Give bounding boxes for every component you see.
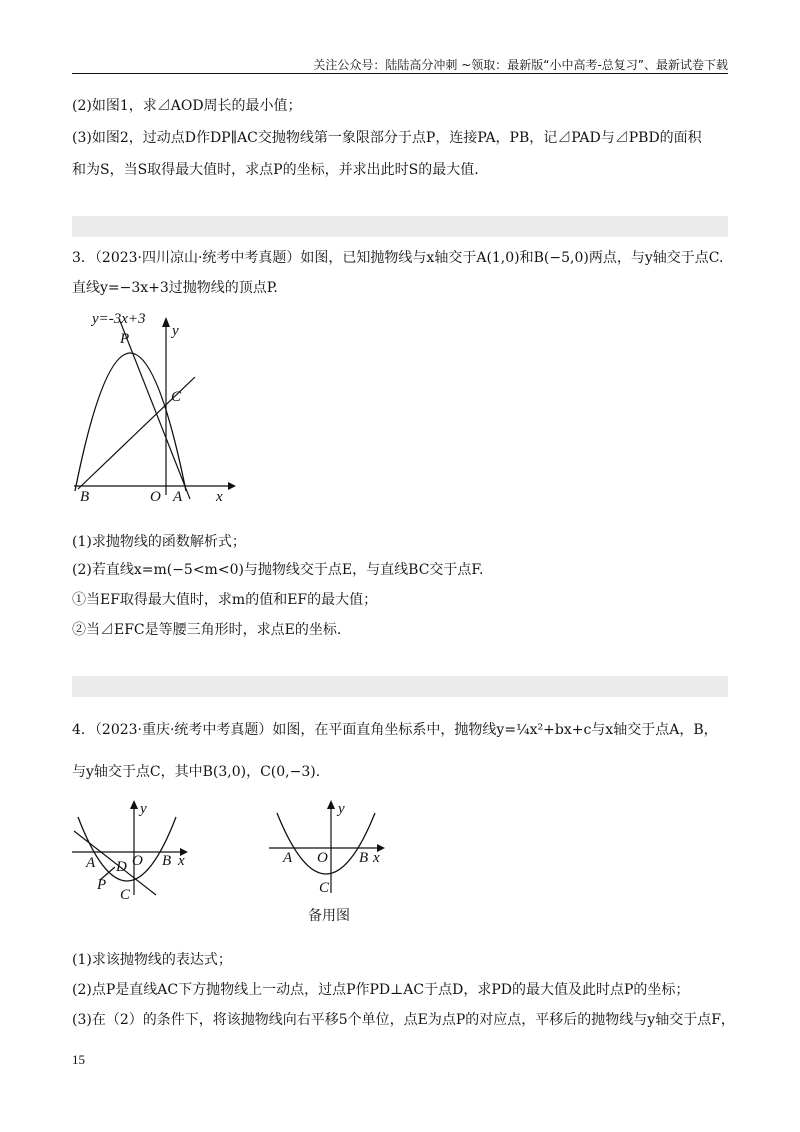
x-axis-label: x [216,489,223,505]
point-a-label: A [283,850,293,866]
point-b-label: B [162,853,172,869]
origin-label: O [317,850,328,866]
point-c-label: C [120,887,131,900]
problem-3-stem-line1: 3．（2023·四川凉山·统考中考真题）如图，已知抛物线与x轴交于A(1,0)和B(−5,0)两点，与y轴交于点C. [72,250,724,266]
problem-3-part1: (1)求抛物线的函数解析式； [72,534,246,550]
prev-question-3-line1: (3)如图2，过动点D作DP∥AC交抛物线第一象限部分于点P，连接PA，PB，记⊿PAD与⊿PBD的面积 [72,130,702,146]
x-axis-label: x [178,853,185,869]
problem-4-backup-figure [265,795,400,900]
y-axis-arrow [130,800,138,809]
problem-4-stem-line1: 4．（2023·重庆·统考中考真题）如图，在平面直角坐标系中，抛物线y=¼x²+bx+c与x轴交于点A，B， [72,722,718,738]
point-a-label: A [86,855,96,871]
point-c-label: C [171,389,182,405]
y-axis-arrow [162,317,170,327]
point-d-label: D [116,859,127,875]
origin-label: O [132,853,143,869]
y-axis-label: y [140,801,147,817]
parabola [75,353,186,491]
problem-4-part3: (3)在（2）的条件下，将该抛物线向右平移5个单位，点E为点P的对应点，平移后的抛物线与y轴交于点F， [72,1012,735,1028]
problem-4-part1: (1)求该抛物线的表达式； [72,952,232,968]
point-p-label: P [120,331,130,347]
divider-bar [72,216,728,237]
page-number: 15 [72,1052,85,1067]
prev-question-2: (2)如图1，求⊿AOD周长的最小值； [72,98,302,114]
x-axis-label: x [373,850,380,866]
point-c-label: C [319,880,330,896]
point-b-label: B [80,489,90,505]
problem-4-stem-line2: 与y轴交于点C，其中B(3,0)，C(0,−3). [72,764,321,780]
divider-bar [72,676,728,697]
problem-4-part2: (2)点P是直线AC下方抛物线上一动点，过点P作PD⊥AC于点D，求PD的最大值及此时点P的坐标； [72,982,690,998]
y-axis-label: y [172,323,179,339]
header-rule [72,73,728,74]
problem-4-figure-1 [70,795,200,900]
y-axis-label: y [338,801,345,817]
origin-label: O [150,489,161,505]
line-label: y=-3x+3 [92,311,146,327]
line-y-minus-3x-plus-3 [120,321,190,499]
problem-3-part2a: ①当EF取得最大值时，求m的值和EF的最大值； [72,592,378,608]
prev-question-3-line2: 和为S，当S取得最大值时，求点P的坐标，并求出此时S的最大值. [72,162,479,178]
y-axis-arrow [327,800,335,809]
parabola [78,817,176,881]
point-p-label: P [97,877,107,893]
problem-3-part2: (2)若直线x=m(−5<m<0)与抛物线交于点E，与直线BC交于点F. [72,562,484,578]
page-header: 关注公众号：陆陆高分冲刺 ~领取：最新版“小中高考-总复习”、最新试卷下载 [313,58,728,72]
backup-figure-caption: 备用图 [308,908,350,924]
problem-3-part2b: ②当⊿EFC是等腰三角形时，求点E的坐标. [72,622,342,638]
point-b-label: B [359,850,369,866]
problem-3-figure [70,305,240,505]
problem-3-stem-line2: 直线y=−3x+3过抛物线的顶点P. [72,280,278,296]
point-a-label: A [173,489,183,505]
x-axis-arrow [228,482,236,490]
